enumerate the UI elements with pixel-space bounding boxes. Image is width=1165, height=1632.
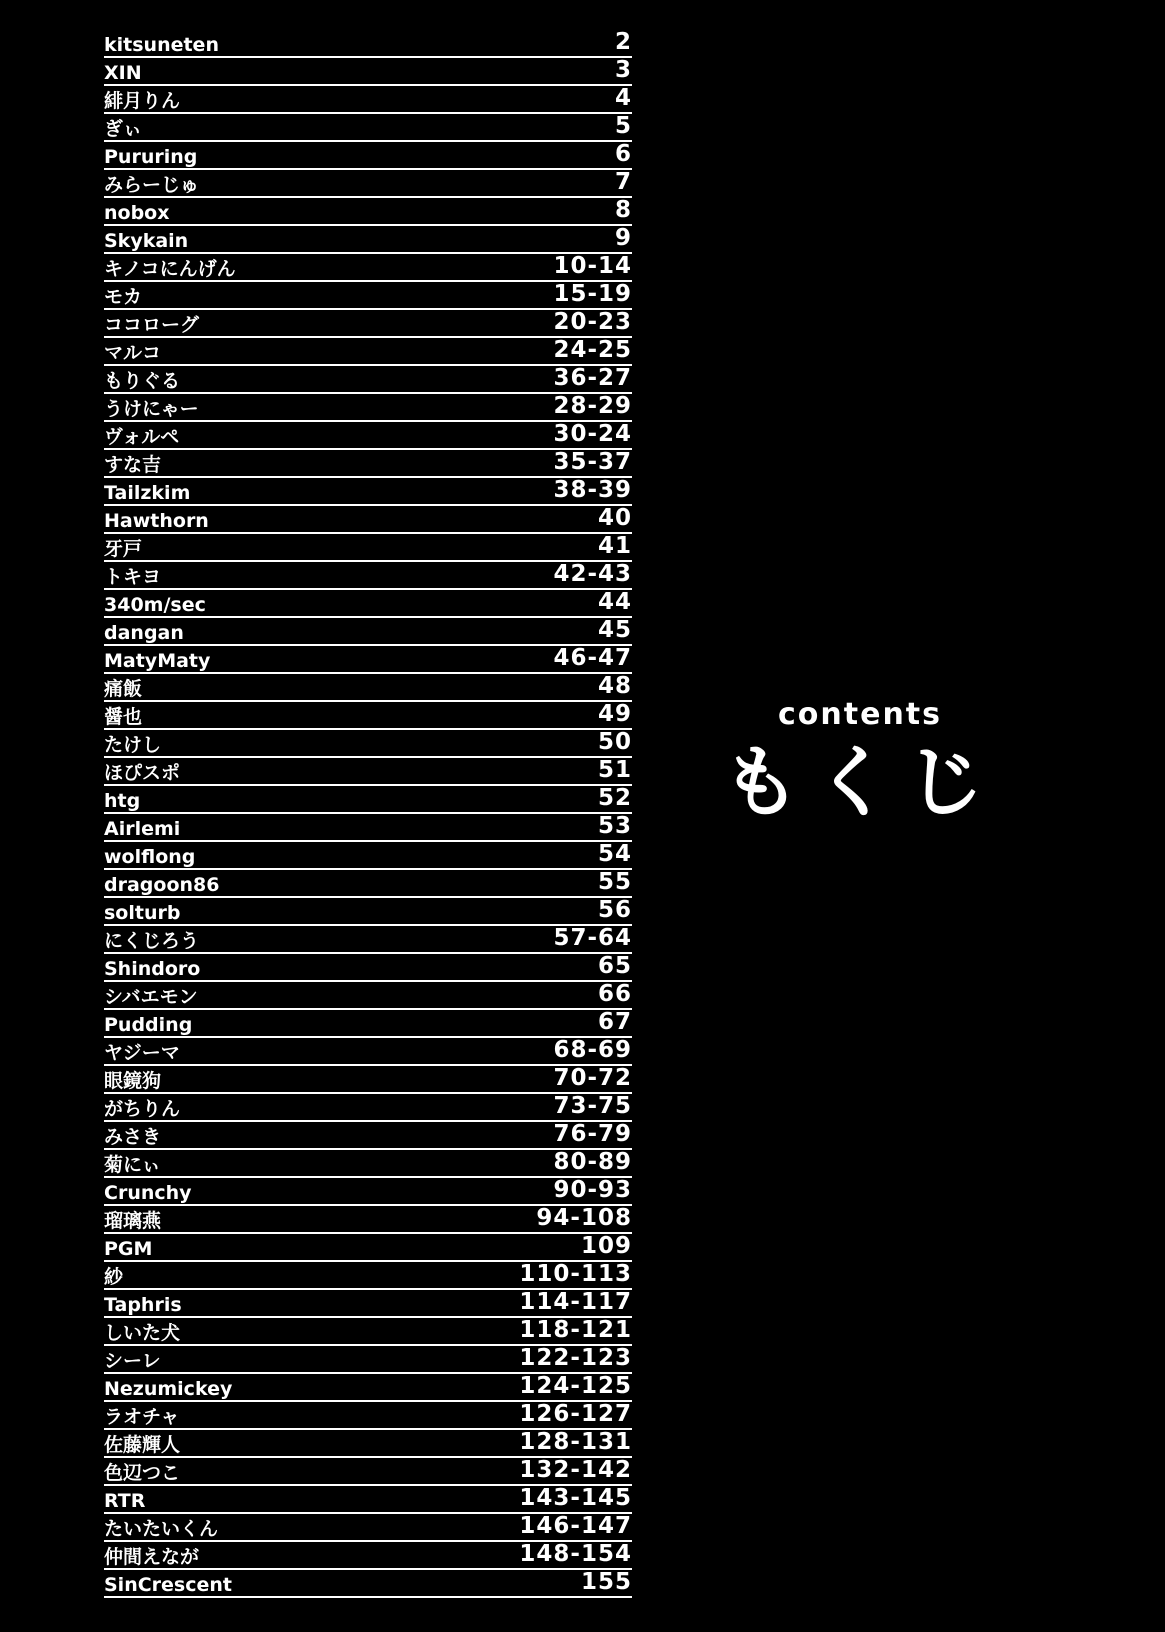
toc-entry — [104, 674, 632, 702]
toc-entry-page: 109 — [580, 1233, 632, 1259]
toc-entry-page: 57-64 — [553, 925, 632, 951]
toc-entry — [104, 1374, 632, 1402]
toc-entry — [104, 1038, 632, 1066]
toc-entry — [104, 450, 632, 478]
toc-entry-name: SinCrescent — [104, 1574, 232, 1596]
toc-entry-page: 15-19 — [553, 281, 632, 307]
toc-entry — [104, 898, 632, 926]
toc-entry — [104, 422, 632, 450]
toc-entry-page: 49 — [597, 701, 632, 727]
toc-entry-name: Taphris — [104, 1294, 182, 1316]
toc-entry-page: 90-93 — [553, 1177, 632, 1203]
toc-entry-name: 仲間えなが — [104, 1546, 200, 1568]
toc-entry-name: 菊にぃ — [104, 1154, 161, 1176]
toc-entry — [104, 1402, 632, 1430]
toc-entry-name: 眼鏡狗 — [104, 1070, 162, 1092]
toc-entry — [104, 1010, 632, 1038]
toc-entry-page: 35-37 — [553, 449, 632, 475]
toc-entry-page: 5 — [614, 113, 632, 139]
toc-entry-page: 28-29 — [553, 393, 632, 419]
toc-entry-page: 55 — [597, 869, 632, 895]
toc-entry-name: シーレ — [104, 1350, 161, 1372]
toc-entry-page: 8 — [614, 197, 632, 223]
toc-entry-name: Pudding — [104, 1014, 193, 1036]
toc-entry-page: 124-125 — [519, 1373, 632, 1399]
toc-entry — [104, 590, 632, 618]
toc-entry-name: モカ — [104, 286, 143, 308]
toc-entry-page: 45 — [597, 617, 632, 643]
toc-entry-name: ぎぃ — [104, 118, 143, 140]
toc-entry — [104, 1206, 632, 1234]
toc-entry-page: 36-27 — [553, 365, 632, 391]
toc-entry-page: 40 — [597, 505, 632, 531]
contents-title-block — [720, 697, 1000, 828]
toc-entry-name: みらーじゅ — [104, 174, 200, 196]
toc-entry-name: がちりん — [104, 1098, 181, 1120]
toc-entry-name: マルコ — [104, 342, 162, 364]
toc-entry-name: 佐藤輝人 — [104, 1434, 181, 1456]
toc-entry-name: 340m/sec — [104, 594, 206, 616]
toc-entry-page: 114-117 — [519, 1289, 632, 1315]
toc-entry-page: 4 — [614, 85, 632, 111]
toc-entry-page: 80-89 — [553, 1149, 632, 1175]
toc-entry-name: Nezumickey — [104, 1378, 233, 1400]
toc-entry-page: 110-113 — [519, 1261, 632, 1287]
toc-entry-name: 色辺つこ — [104, 1462, 181, 1484]
toc-entry — [104, 1430, 632, 1458]
toc-entry — [104, 142, 632, 170]
toc-entry — [104, 114, 632, 142]
toc-entry-name: htg — [104, 790, 141, 812]
toc-entry-page: 42-43 — [553, 561, 632, 587]
toc-entry-name: たけし — [104, 734, 162, 756]
toc-entry-page: 54 — [597, 841, 632, 867]
toc-entry — [104, 618, 632, 646]
toc-entry — [104, 506, 632, 534]
toc-entry — [104, 366, 632, 394]
toc-entry — [104, 254, 632, 282]
toc-entry — [104, 786, 632, 814]
toc-entry — [104, 646, 632, 674]
toc-entry-name: 緋月りん — [104, 90, 181, 112]
toc-entry-name: Tailzkim — [104, 482, 191, 504]
toc-entry — [104, 954, 632, 982]
toc-entry — [104, 86, 632, 114]
toc-entry — [104, 30, 632, 58]
toc-entry — [104, 982, 632, 1010]
toc-entry-name: ほぴスポ — [104, 762, 181, 784]
toc-entry — [104, 1150, 632, 1178]
toc-entry-page: 94-108 — [536, 1205, 632, 1231]
toc-entry — [104, 310, 632, 338]
toc-entry-name: もりぐる — [104, 370, 181, 392]
toc-entry-name: wolflong — [104, 846, 196, 868]
toc-entry — [104, 1262, 632, 1290]
toc-entry-page: 2 — [614, 29, 632, 55]
toc-entry-page: 118-121 — [519, 1317, 632, 1343]
toc-entry — [104, 1066, 632, 1094]
toc-entry — [104, 758, 632, 786]
toc-entry-name: Hawthorn — [104, 510, 209, 532]
toc-entry-name: 紗 — [104, 1266, 124, 1288]
toc-entry — [104, 394, 632, 422]
toc-entry-name: たいたいくん — [104, 1518, 219, 1540]
toc-entry-page: 51 — [597, 757, 632, 783]
toc-entry-page: 155 — [580, 1569, 632, 1595]
toc-entry-name: nobox — [104, 202, 170, 224]
toc-entry-page: 7 — [614, 169, 632, 195]
toc-entry-page: 6 — [614, 141, 632, 167]
toc-entry-name: Skykain — [104, 230, 189, 252]
toc-entry-name: kitsuneten — [104, 34, 219, 56]
toc-entry-name: トキヨ — [104, 566, 162, 588]
toc-entry — [104, 226, 632, 254]
toc-entry-page: 68-69 — [553, 1037, 632, 1063]
toc-entry-page: 52 — [597, 785, 632, 811]
toc-entry-name: にくじろう — [104, 930, 200, 952]
toc-entry-name: しいた犬 — [104, 1322, 181, 1344]
toc-entry-name: dragoon86 — [104, 874, 220, 896]
toc-entry-name: Airlemi — [104, 818, 181, 840]
toc-entry-page: 30-24 — [553, 421, 632, 447]
toc-entry-page: 73-75 — [553, 1093, 632, 1119]
toc-entry-name: ヴォルペ — [104, 426, 180, 448]
toc-entry-page: 50 — [597, 729, 632, 755]
toc-entry-page: 48 — [597, 673, 632, 699]
toc-entry-page: 132-142 — [519, 1457, 632, 1483]
toc-entry — [104, 1542, 632, 1570]
toc-entry — [104, 562, 632, 590]
toc-entry — [104, 534, 632, 562]
toc-entry — [104, 730, 632, 758]
toc-entry-name: RTR — [104, 1490, 146, 1512]
toc-entry — [104, 1514, 632, 1542]
toc-entry-page: 20-23 — [553, 309, 632, 335]
title-japanese: もくじ — [721, 738, 998, 828]
toc-entry-page: 24-25 — [553, 337, 632, 363]
toc-entry-page: 9 — [614, 225, 632, 251]
toc-entry — [104, 1290, 632, 1318]
toc-entry — [104, 478, 632, 506]
toc-entry-name: 痛飯 — [104, 678, 143, 700]
toc-entry-name: PGM — [104, 1238, 153, 1260]
toc-entry-page: 76-79 — [553, 1121, 632, 1147]
toc-entry — [104, 1178, 632, 1206]
toc-entry-page: 65 — [597, 953, 632, 979]
toc-entry — [104, 842, 632, 870]
toc-entry — [104, 58, 632, 86]
toc-entry-page: 53 — [597, 813, 632, 839]
toc-entry — [104, 1318, 632, 1346]
table-of-contents — [104, 30, 632, 1598]
toc-entry — [104, 1458, 632, 1486]
toc-entry-page: 146-147 — [519, 1513, 632, 1539]
toc-entry-name: ココローグ — [104, 314, 200, 336]
toc-entry-page: 126-127 — [519, 1401, 632, 1427]
toc-entry-page: 70-72 — [553, 1065, 632, 1091]
toc-entry — [104, 282, 632, 310]
toc-entry-page: 46-47 — [553, 645, 632, 671]
toc-entry — [104, 814, 632, 842]
toc-entry-name: solturb — [104, 902, 181, 924]
toc-entry-name: dangan — [104, 622, 184, 644]
toc-entry — [104, 198, 632, 226]
toc-entry — [104, 702, 632, 730]
toc-entry-name: シバエモン — [104, 986, 198, 1008]
toc-entry-name: XIN — [104, 62, 142, 84]
toc-entry-name: ヤジーマ — [104, 1042, 180, 1064]
toc-entry — [104, 1486, 632, 1514]
title-english: contents — [778, 697, 942, 732]
toc-entry — [104, 1234, 632, 1262]
toc-entry-name: キノコにんげん — [104, 258, 236, 280]
toc-entry-name: すな吉 — [104, 454, 162, 476]
toc-entry-page: 66 — [597, 981, 632, 1007]
toc-entry-page: 3 — [614, 57, 632, 83]
toc-entry-page: 143-145 — [519, 1485, 632, 1511]
toc-entry-name: ラオチャ — [104, 1406, 180, 1428]
toc-entry-page: 41 — [597, 533, 632, 559]
toc-entry — [104, 1570, 632, 1598]
toc-entry-page: 38-39 — [553, 477, 632, 503]
toc-entry-name: MatyMaty — [104, 650, 211, 672]
toc-entry-name: Shindoro — [104, 958, 201, 980]
toc-entry — [104, 338, 632, 366]
toc-entry-name: 牙戸 — [104, 538, 143, 560]
toc-entry-page: 128-131 — [519, 1429, 632, 1455]
toc-entry — [104, 1346, 632, 1374]
toc-entry-name: 瑠璃燕 — [104, 1210, 162, 1232]
toc-entry — [104, 1094, 632, 1122]
toc-entry-name: Pururing — [104, 146, 198, 168]
toc-entry-page: 44 — [597, 589, 632, 615]
toc-entry-page: 148-154 — [519, 1541, 632, 1567]
toc-entry — [104, 926, 632, 954]
toc-entry-name: 醤也 — [104, 706, 143, 728]
toc-entry-page: 122-123 — [519, 1345, 632, 1371]
toc-entry-name: Crunchy — [104, 1182, 192, 1204]
toc-entry-page: 10-14 — [553, 253, 632, 279]
toc-entry-name: うけにゃー — [104, 398, 199, 420]
toc-entry — [104, 1122, 632, 1150]
toc-entry — [104, 870, 632, 898]
toc-entry — [104, 170, 632, 198]
toc-entry-name: みさき — [104, 1126, 162, 1148]
toc-entry-page: 67 — [597, 1009, 632, 1035]
toc-entry-page: 56 — [597, 897, 632, 923]
